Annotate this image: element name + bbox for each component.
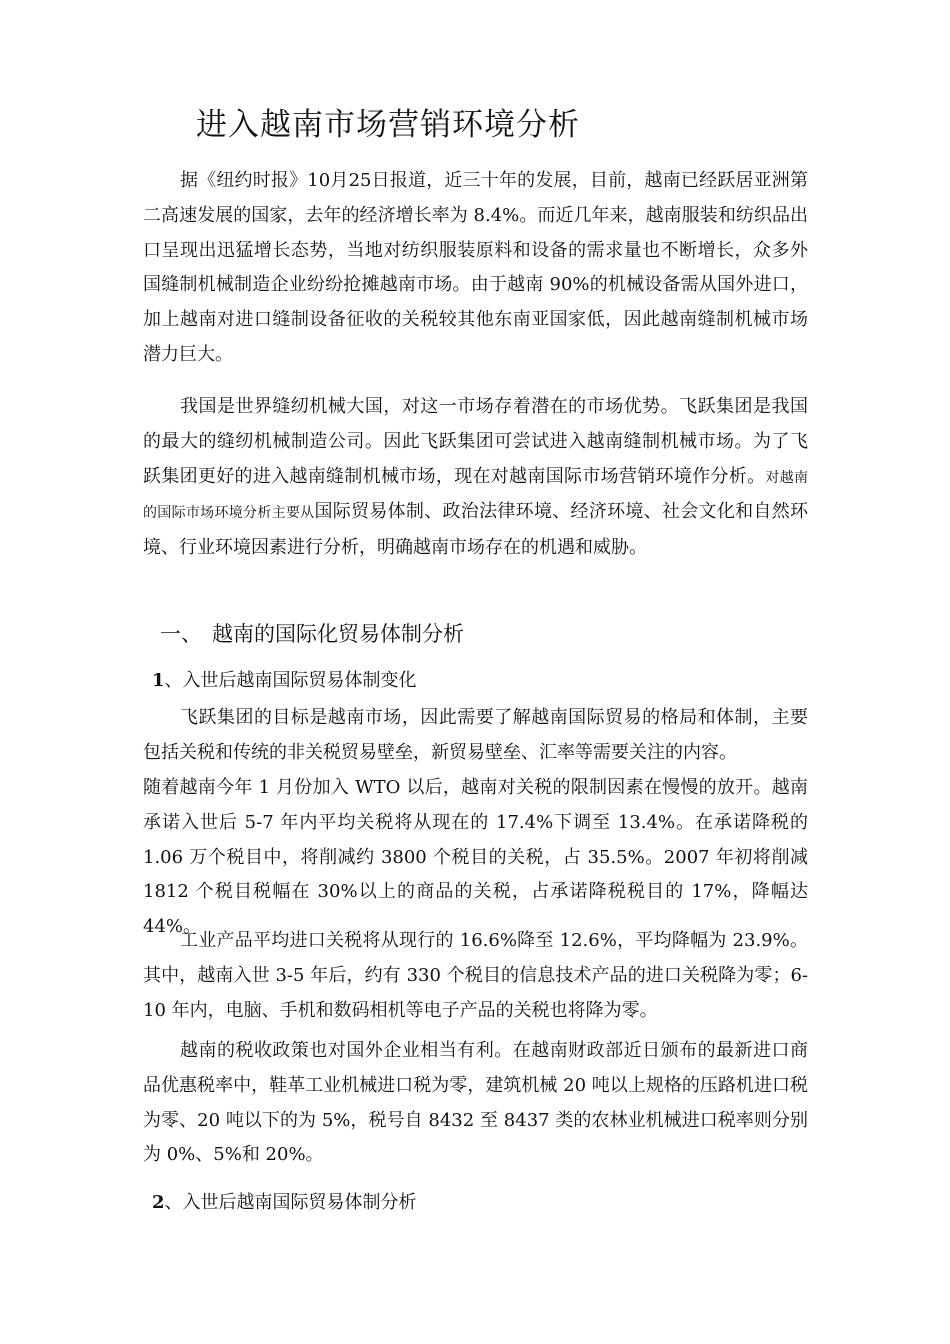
subsection-2-heading bbox=[152, 1186, 417, 1220]
intro-paragraph-2 bbox=[143, 390, 808, 566]
intro-paragraph-2-small: 对越南的国际市场环境分析主要从 bbox=[143, 469, 809, 522]
intro-paragraph-1: 据《纽约时报》10月25日报道，近三十年的发展，目前，越南已经跃居亚洲第二高速发展的国家，去年的经济增长率为 8.4%。而近几年来，越南服装和纺织品出口呈现出迅猛增长态势，当地对纺织服装原料和设备的需求量也不断增长，众多外国缝制机械制造企业纷纷抢摊越南市场。由于越南 90%的机械设备需从国外进口，加上越南对进口缝制设备征收的关税较其他东南亚国家低，因此越南缝制机械市场潜力巨大。 bbox=[143, 170, 808, 365]
section-1-title: 越南的国际化贸易体制分析 bbox=[212, 622, 464, 646]
body-paragraph-3: 飞跃集团的目标是越南市场，因此需要了解越南国际贸易的格局和体制，主要包括关税和传统的非关税贸易壁垒，新贸易壁垒、汇率等需要关注的内容。 bbox=[143, 707, 808, 763]
subsection-2-title: 、入世后越南国际贸易体制分析 bbox=[164, 1192, 417, 1213]
subsection-1-number: 1 bbox=[152, 670, 165, 691]
subsection-2-number: 2 bbox=[152, 1192, 165, 1213]
document-title: 进入越南市场营销环境分析 bbox=[196, 107, 580, 143]
body-paragraph-6: 越南的税收政策也对国外企业相当有利。在越南财政部近日颁布的最新进口商品优惠税率中，鞋革工业机械进口税为零，建筑机械 20 吨以上规格的压路机进口税为零、20 吨以下的为 5%，税号自 8432 至 8437 类的农林业机械进口税率则分别为 0%、5%和 20%。 bbox=[143, 1040, 808, 1166]
subsection-1-heading bbox=[152, 664, 417, 698]
subsection-1-title: 、入世后越南国际贸易体制变化 bbox=[164, 670, 417, 691]
section-1-heading bbox=[160, 617, 464, 651]
body-paragraph-5: 工业产品平均进口关税将从现行的 16.6%降至 12.6%，平均降幅为 23.9%。其中，越南入世 3-5 年后，约有 330 个税目的信息技术产品的进口关税降为零；6-10 年内，电脑、手机和数码相机等电子产品的关税也将降为零。 bbox=[143, 930, 808, 1021]
section-1-number: 一、 bbox=[160, 622, 202, 646]
intro-paragraph-2-tail: 国际贸易体制、政治法律环境、经济环境、社会文化和自然环境、行业环境因素进行分析，明确越南市场存在的机遇和威胁。 bbox=[143, 501, 809, 559]
intro-paragraph-2-main: 我国是世界缝纫机械大国，对这一市场存着潜在的市场优势。飞跃集团是我国的最大的缝纫机械制造公司。因此飞跃集团可尝试进入越南缝制机械市场。为了飞跃集团更好的进入越南缝制机械市场，现在对越南国际市场营销环境作分析。 bbox=[143, 396, 808, 487]
body-paragraph-4: 随着越南今年 1 月份加入 WTO 以后，越南对关税的限制因素在慢慢的放开。越南承诺入世后 5-7 年内平均关税将从现在的 17.4%下调至 13.4%。在承诺降税的 1.06 万个税目中，将削减约 3800 个税目的关税，占 35.5%。2007 年初将削减 1812 个税目税幅在 30%以上的商品的关税，占承诺降税税目的 17%，降幅达 44%。 bbox=[143, 777, 808, 938]
